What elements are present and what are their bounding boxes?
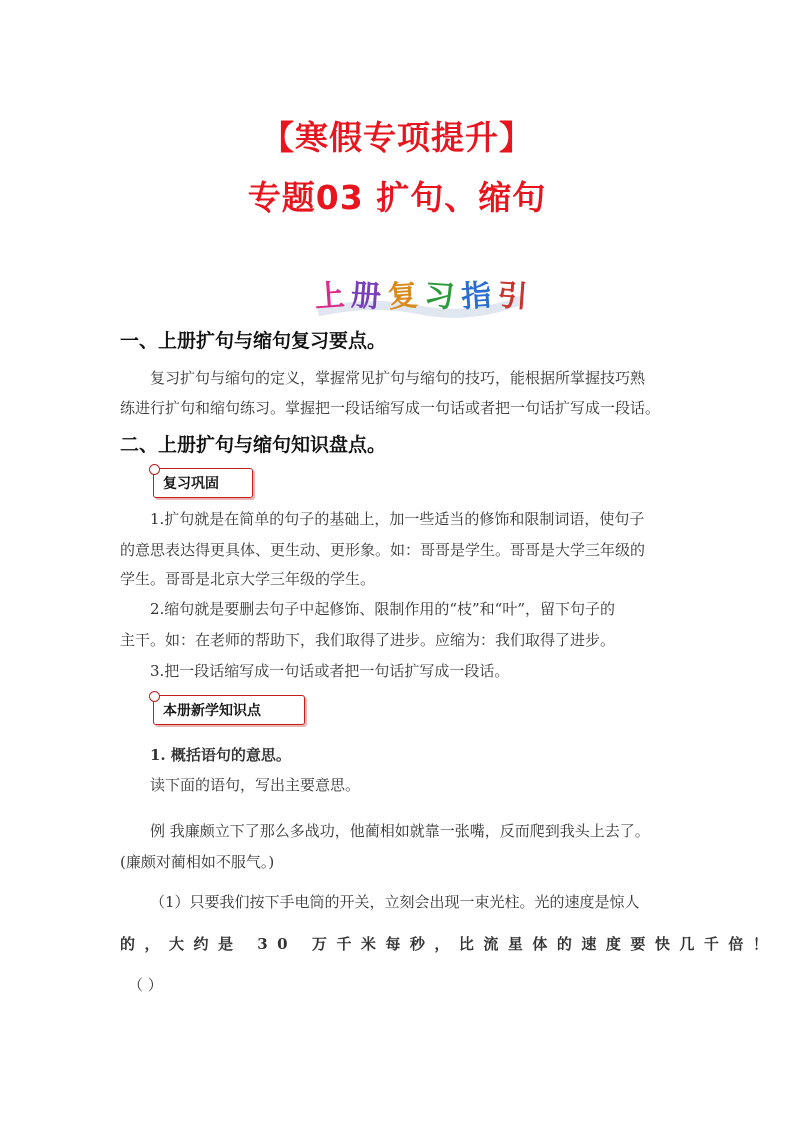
banner-glyph: 指 <box>460 277 493 315</box>
document-subtitle: 专题03 扩句、缩句 <box>247 178 547 217</box>
example-line1: 例 我廉颇立下了那么多战功，他蔺相如就靠一张嘴，反而爬到我头上去了。 <box>150 822 650 840</box>
item1-line1: 1.扩句就是在简单的句子的基础上，加一些适当的修饰和限制词语，使句子 <box>150 510 645 528</box>
banner-glyph: 册 <box>349 278 383 316</box>
item3-line: 3.把一段话缩写成一句话或者把一句话扩写成一段话。 <box>150 662 510 680</box>
banner-glyph: 上 <box>313 277 346 315</box>
question1-line1: （1）只要我们按下手电筒的开关，立刻会出现一束光柱。光的速度是惊人 <box>150 893 640 911</box>
banner-glyph: 习 <box>423 278 456 316</box>
example-line2: (廉颇对蔺相如不服气。) <box>120 853 275 871</box>
section1-paragraph-line1: 复习扩句与缩句的定义，掌握常见扩句与缩句的技巧，能根据所掌握技巧熟 <box>150 369 646 387</box>
item2-line1: 2.缩句就是要删去句子中起修饰、限制作用的“枝”和“叶”，留下句子的 <box>150 600 615 618</box>
item2-line2: 主干。如：在老师的帮助下，我们取得了进步。应缩为：我们取得了进步。 <box>120 631 616 649</box>
section2-heading: 二、上册扩句与缩句知识盘点。 <box>120 434 387 456</box>
banner-glyph: 引 <box>496 278 529 316</box>
review-tag: 复习巩固 <box>153 468 253 498</box>
question1-line2: 的，大约是 30 万千米每秒，比流星体的速度要快几千倍！ <box>120 935 778 953</box>
new-knowledge-tag: 本册新学知识点 <box>153 695 305 725</box>
question1-answer-blank[interactable]: （ ） <box>128 976 163 994</box>
review-guide-banner <box>310 270 530 318</box>
item1-line3: 学生。哥哥是北京大学三年级的学生。 <box>120 570 376 588</box>
document-title: 【寒假专项提升】 <box>261 118 533 157</box>
point-heading: 1. 概括语句的意思。 <box>150 746 291 764</box>
section1-heading: 一、上册扩句与缩句复习要点。 <box>120 330 387 352</box>
instruction: 读下面的语句，写出主要意思。 <box>150 776 361 794</box>
item1-line2: 的意思表达得更具体、更生动、更形象。如：哥哥是学生。哥哥是大学三年级的 <box>120 541 646 559</box>
banner-glyph: 复 <box>386 277 420 315</box>
section1-paragraph-line2: 练进行扩句和缩句练习。掌握把一段话缩写成一句话或者把一句话扩写成一段话。 <box>120 399 661 417</box>
